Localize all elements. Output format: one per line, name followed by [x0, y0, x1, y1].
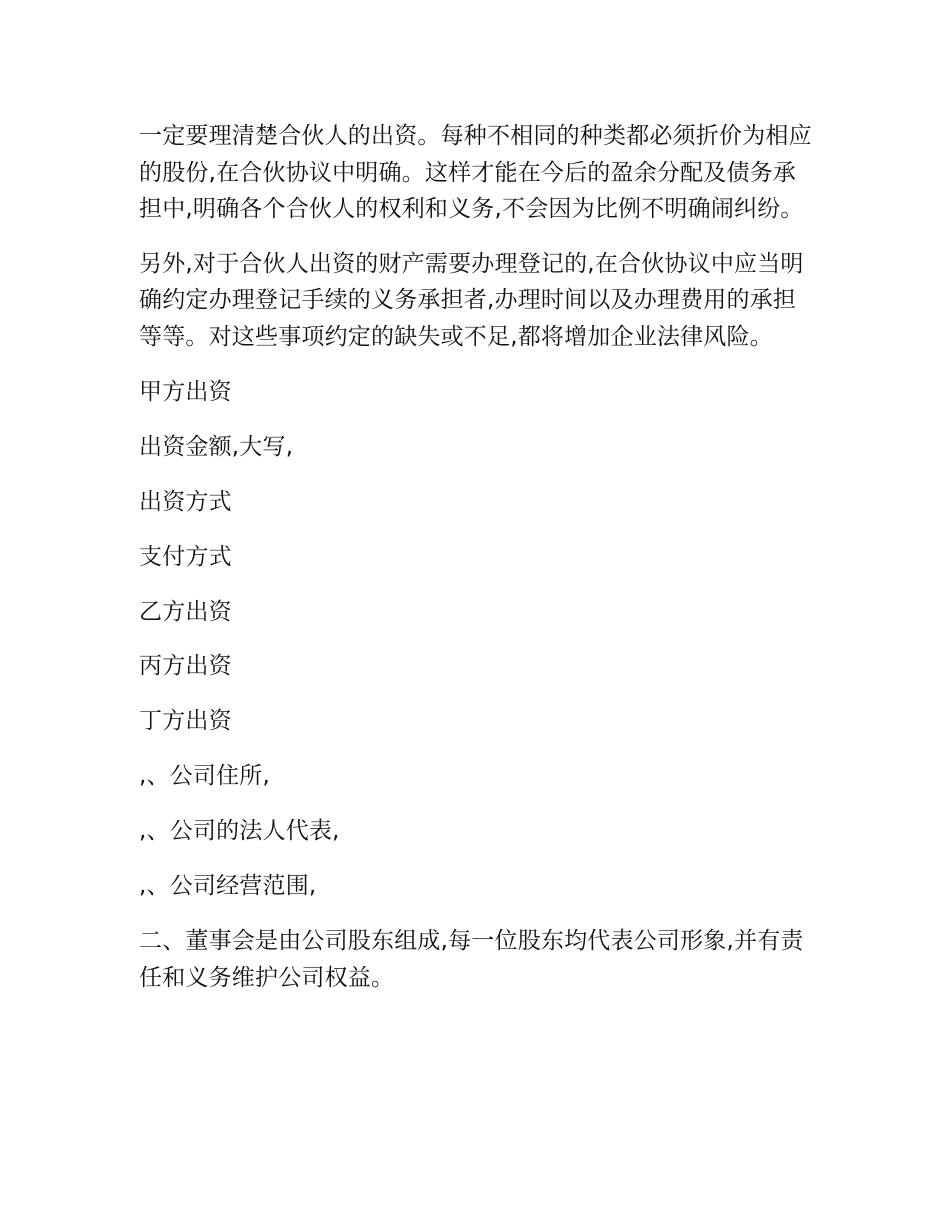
line-business-scope: ,、公司经营范围, — [139, 873, 317, 900]
line-payment-method: 支付方式 — [139, 543, 232, 570]
line-party-b-contribution: 乙方出资 — [139, 598, 232, 625]
line-company-address: ,、公司住所, — [139, 763, 271, 790]
line-party-d-contribution: 丁方出资 — [139, 708, 232, 735]
line-party-c-contribution: 丙方出资 — [139, 653, 232, 680]
line-legal-representative: ,、公司的法人代表, — [139, 818, 340, 845]
paragraph-partner-contribution: 一定要理清楚合伙人的出资。每种不相同的种类都必须折价为相应的股份,在合伙协议中明确。这样才能在今后的盈余分配及债务承担中,明确各个合伙人的权利和义务,不会因为比例不明确闹纠纷。 — [139, 123, 812, 223]
paragraph-board-of-directors: 二、董事会是由公司股东组成,每一位股东均代表公司形象,并有责任和义务维护公司权益。 — [139, 928, 804, 991]
document-body — [139, 118, 819, 1015]
line-contribution-method: 出资方式 — [139, 488, 232, 515]
paragraph-registration: 另外,对于合伙人出资的财产需要办理登记的,在合伙协议中应当明确约定办理登记手续的义务承担者,办理时间以及办理费用的承担等等。对这些事项约定的缺失或不足,都将增加企业法律风险。 — [139, 250, 804, 350]
line-party-a-contribution: 甲方出资 — [139, 378, 232, 405]
line-contribution-amount: 出资金额,大写, — [139, 433, 294, 460]
